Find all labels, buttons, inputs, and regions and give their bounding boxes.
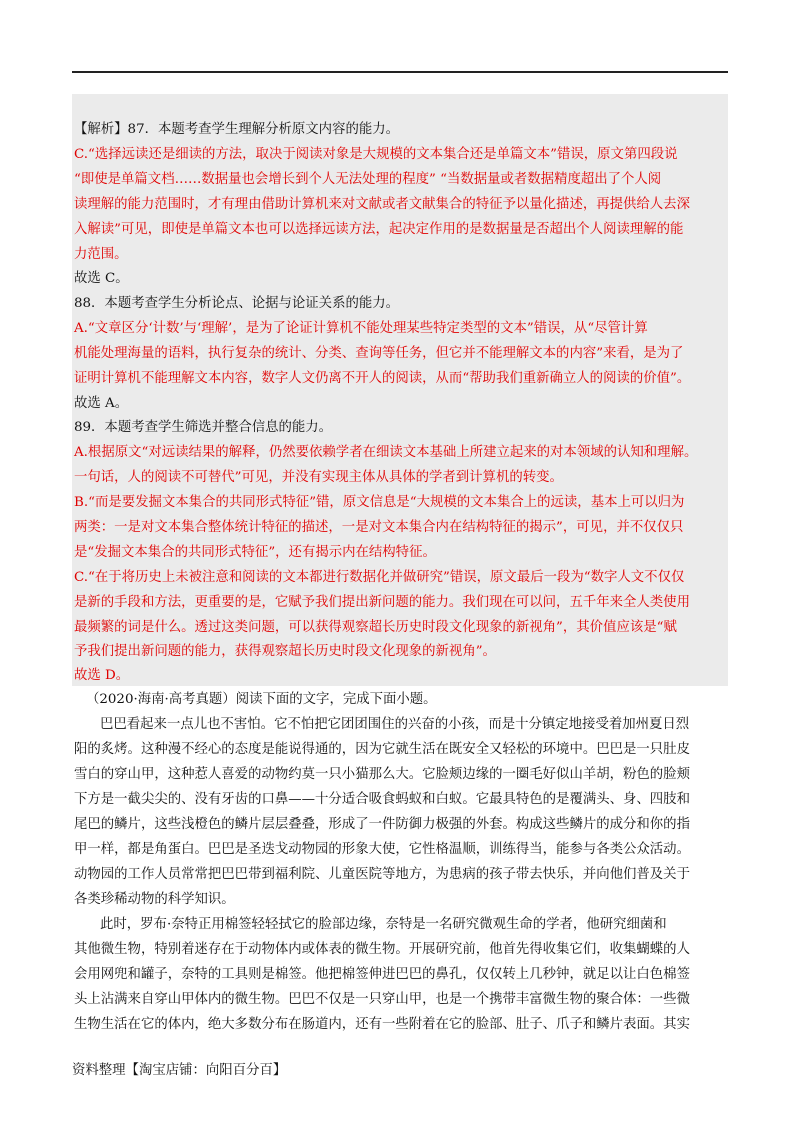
- answer-line: 两类：一是对文本集合整体统计特征的描述，一是对文本集合内在结构特征的揭示”，可见，并不仅仅只: [74, 520, 684, 535]
- passage-line: 会用网兜和罐子，奈特的工具则是棉签。他把棉签伸进巴巴的鼻孔，仅仅转上几秒钟，就足以让白色棉签: [74, 967, 690, 982]
- answer-line: 是“发掘文本集合的共同形式特征”，还有揭示内在结构特征。: [74, 545, 436, 560]
- answer-line: A.“文章区分‘计数’与‘理解’，是为了论证计算机不能处理某些特定类型的文本”错误，从“尽管计算: [74, 321, 648, 336]
- answer-line: 证明计算机不能理解文本内容，数字人文仍离不开人的阅读，从而“帮助我们重新确立人的阅读的价值”。: [74, 371, 691, 386]
- answer-line: A.根据原文“对远读结果的解释，仍然要依赖学者在细读文本基础上所建立起来的对本领域的认知和理解。: [74, 445, 698, 460]
- answer-line: 是新的手段和方法，更重要的是，它赋予我们提出新问题的能力。我们现在可以问，五千年来全人类使用: [74, 595, 690, 610]
- answer-line: 力范围。: [74, 247, 128, 262]
- answer-line: 故选 D。: [74, 668, 130, 683]
- passage-line: 头上沾满来自穿山甲体内的微生物。巴巴不仅是一只穿山甲，也是一个携带丰富微生物的聚合体：一些微: [74, 992, 690, 1007]
- answer-line: 入解读”可见，即使是单篇文本也可以选择远读方法，起决定作用的是数据量是否超出个人阅读理解的能: [74, 222, 684, 237]
- answer-line: C.“在于将历史上未被注意和阅读的文本都进行数据化并做研究”错误，原文最后一段为“数字人文不仅仅: [74, 570, 685, 585]
- answer-line: 88．本题考查学生分析论点、论据与论证关系的能力。: [74, 296, 400, 311]
- answer-line: 89．本题考查学生筛选并整合信息的能力。: [74, 420, 333, 435]
- answer-line: 【解析】87．本题考查学生理解分析原文内容的能力。: [74, 122, 400, 137]
- passage-line: 雪白的穿山甲，这种惹人喜爱的动物约莫一只小猫那么大。它脸颊边缘的一圈毛好似山羊胡，粉色的脸颊: [74, 767, 690, 782]
- answer-line: “即使是单篇文档……数据量也会增长到个人无法处理的程度” “当数据量或者数据精度超出了个人阅: [74, 172, 662, 187]
- passage-line: 阳的炙烤。这种漫不经心的态度是能说得通的，因为它就生活在既安全又轻松的环境中。巴巴是一只肚皮: [74, 742, 690, 757]
- answer-line: B.“而是要发掘文本集合的共同形式特征”错，原文信息是“大规模的文本集合上的远读，基本上可以归为: [74, 495, 685, 510]
- passage-line: 甲一样，都是角蛋白。巴巴是圣迭戈动物园的形象大使，它性格温顺，训练得当，能参与各类公众活动。: [74, 842, 690, 857]
- answer-line: 一句话，人的阅读不可替代”可见，并没有实现主体从具体的学者到计算机的转变。: [74, 470, 563, 485]
- answer-line: 机能处理海量的语料，执行复杂的统计、分类、查询等任务，但它并不能理解文本的内容”来看，是为了: [74, 346, 684, 361]
- answer-line: C.“选择远读还是细读的方法，取决于阅读对象是大规模的文本集合还是单篇文本”错误，原文第四段说: [74, 147, 678, 162]
- answer-line: 予我们提出新问题的能力，获得观察超长历史时段文化现象的新视角”。: [74, 644, 496, 659]
- answer-line: 最频繁的词是什么。透过这类问题，可以获得观察超长历史时段文化现象的新视角”，其价值应该是“赋: [74, 620, 677, 635]
- passage-line: 生物生活在它的体内，绝大多数分布在肠道内，还有一些附着在它的脸部、肚子、爪子和鳞片表面。其实: [74, 1017, 690, 1032]
- passage-line: 下方是一截尖尖的、没有牙齿的口鼻——十分适合吸食蚂蚁和白蚁。它最具特色的是覆满头、身、四肢和: [74, 792, 690, 807]
- answer-line: 读理解的能力范围时，才有理由借助计算机来对文献或者文献集合的特征予以量化描述，再提供给人去深: [74, 197, 690, 212]
- answer-line: 故选 C。: [74, 271, 129, 286]
- passage-line: 各类珍稀动物的科学知识。: [74, 892, 235, 907]
- passage-line: 巴巴看起来一点儿也不害怕。它不怕把它团团围住的兴奋的小孩，而是十分镇定地接受着加州夏日烈: [100, 717, 690, 732]
- passage-heading: （2020·海南·高考真题）阅读下面的文字，完成下面小题。: [86, 692, 437, 707]
- passage-line: 动物园的工作人员常常把巴巴带到福利院、儿童医院等地方，为患病的孩子带去快乐，并向他们普及关于: [74, 867, 690, 882]
- passage-line: 其他微生物，特别着迷存在于动物体内或体表的微生物。开展研究前，他首先得收集它们，收集蝴蝶的人: [74, 942, 690, 957]
- top-rule: [72, 71, 728, 73]
- passage-line: 尾巴的鳞片，这些浅橙色的鳞片层层叠叠，形成了一件防御力极强的外套。构成这些鳞片的成分和你的指: [74, 817, 690, 832]
- passage-line: 此时，罗布·奈特正用棉签轻轻拭它的脸部边缘，奈特是一名研究微观生命的学者，他研究细菌和: [100, 917, 667, 932]
- answer-line: 故选 A。: [74, 396, 129, 411]
- footer-source: 资料整理【淘宝店铺：向阳百分百】: [72, 1063, 287, 1078]
